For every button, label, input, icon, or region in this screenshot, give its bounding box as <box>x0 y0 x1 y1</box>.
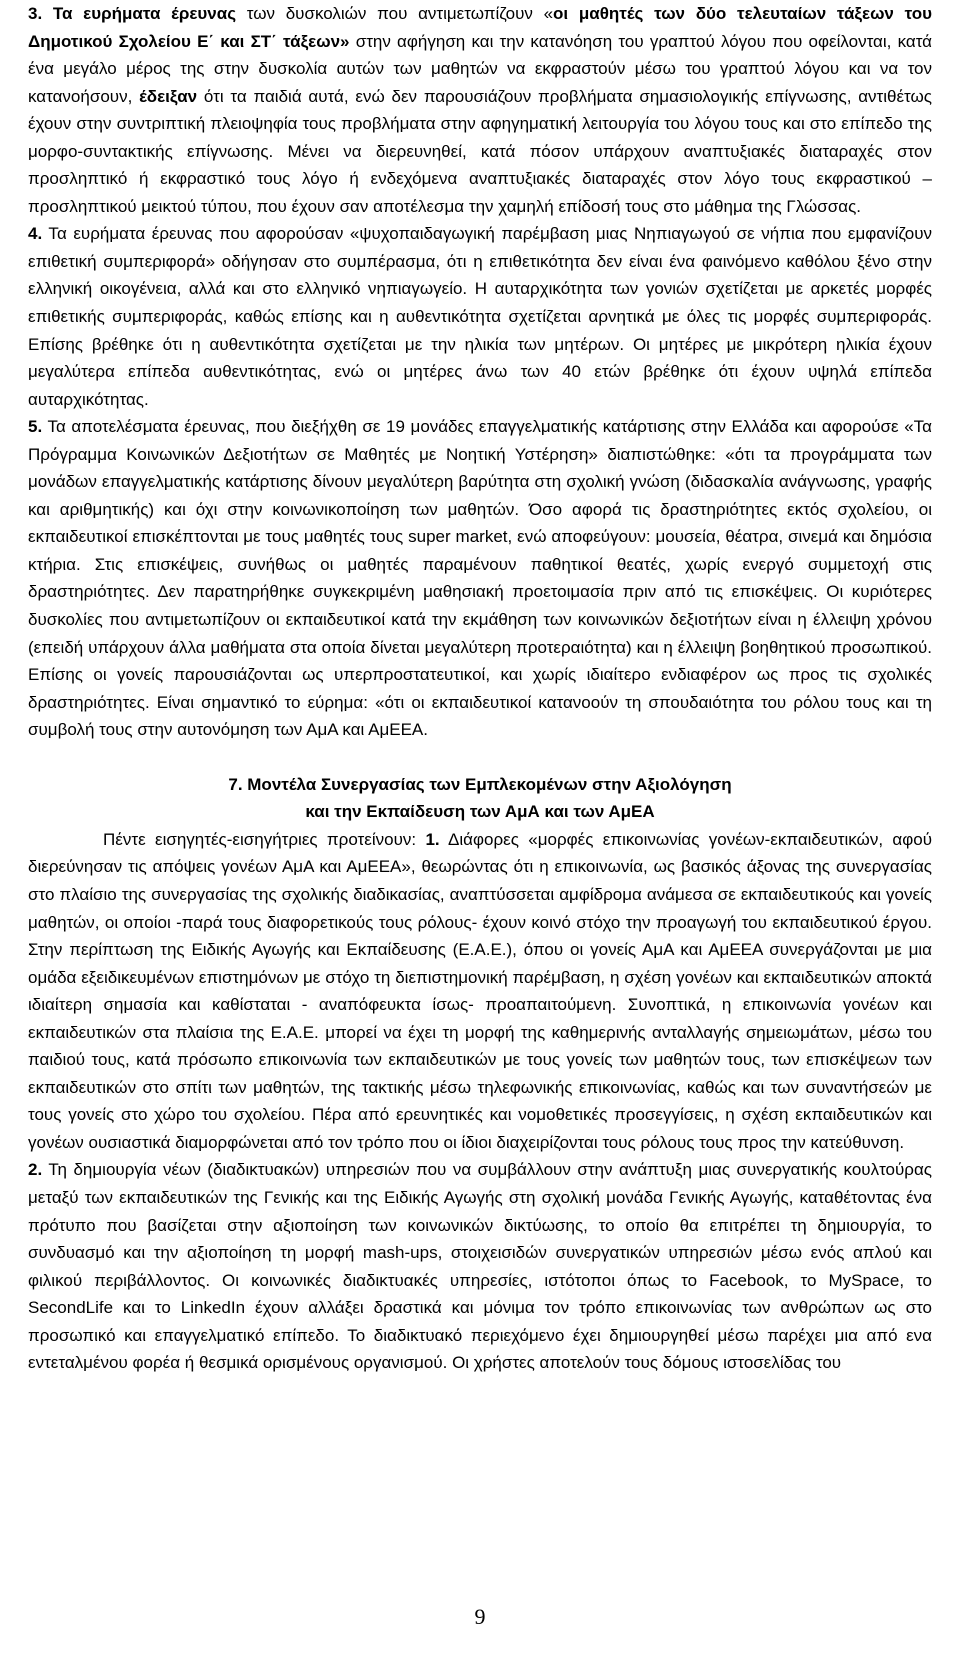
section-7-intro: Πέντε εισηγητές-εισηγήτριες προτείνουν: <box>103 829 426 849</box>
paragraph-3-number: 3. <box>28 4 43 23</box>
paragraph-3-bold-2: έδειξαν <box>139 86 198 106</box>
paragraph-5 <box>28 413 932 744</box>
section-7-item-1-text: Διάφορες «μορφές επικοινωνίας γονέων-εκπαιδευτικών, αφού διερεύνησαν τις απόψεις γονέων ΑμΑ και ΑμΕΕΑ», θεωρώντας ότι η επικοινωνία, ως βασικός άξονας της συνεργασίας στο πλαίσιο της συνεργασίας της σχολικής διαδικασίας, αναπτύσσεται αμφίδρομα ανάμεσα σε εκπαιδευτικούς και γονείς μαθητών, οι οποίοι -παρά τους διαφορετικούς τους ρόλους- έχουν κοινό στόχο την προαγωγή του εκπαιδευτικού έργου. Στην περίπτωση της Ειδικής Αγωγής και Εκπαίδευσης (Ε.Α.Ε.), όπου οι γονείς ΑμΑ και ΑμΕΕΑ συνεργάζονται με μια ομάδα εξειδικευμένων επιστημόνων με στόχο τη διεπιστημονική παρέμβαση, η σχέση γονέων και εκπαιδευτικών αποκτά ιδιαίτερη σημασία και καθίσταται - αναπόφευκτα ίσως- προαπαιτούμενη. Συνοπτικά, η επικοινωνία γονέων και εκπαιδευτικών στα πλαίσια της Ε.Α.Ε. μπορεί να έχει τη μορφή της καθημερινής ανταλλαγής σημειωμάτων, μέσω του παιδιού τους, κατά πρόσωπο επικοινωνία των εκπαιδευτικών με τους γονείς των μαθητών τους, των επισκέψεων των εκπαιδευτικών στο σπίτι των μαθητών, της τακτικής μέσω τηλεφωνικής επικοινωνίας, καθώς και των συναντήσεών με τους γονείς στο χώρο του σχολείου. Πέρα από ερευνητικές και νομοθετικές προσεγγίσεις, η σχέση εκπαιδευτικών και γονέων ουσιαστικά διαμορφώνεται από τον τρόπο που οι ίδιοι διαχειρίζονται τους ρόλους τους προς την κατεύθυνση. <box>28 829 932 1152</box>
section-7-heading-line-2: και την Εκπαίδευση των ΑμΑ και των ΑμΕΑ <box>305 802 655 822</box>
paragraph-4-text: Τα ευρήματα έρευνας που αφορούσαν «ψυχοπαιδαγωγική παρέμβαση μιας Νηπιαγωγού σε νήπια που εμφανίζουν επιθετική συμπεριφορά» οδήγησαν στο συμπέρασμα, ότι η επιθετικότητα δεν είναι ένα φαινόμενο καθόλου ξένο στην ελληνική οικογένεια, αλλά και στο ελληνικό νηπιαγωγείο. Η αυταρχικότητα των γονιών σχετίζεται με αρκετές μορφές επιθετικής συμπεριφοράς, καθώς επίσης και η αυθεντικότητα σχετίζεται αρνητικά με όλες τις μορφές συμπεριφοράς. Επίσης βρέθηκε ότι η αυθεντικότητα σχετίζεται με την ηλικία των μητέρων. Οι μητέρες με μικρότερη ηλικία έχουν μεγαλύτερα επίπεδα αυθεντικότητας, ενώ οι μητέρες άνω των 40 ετών βρέθηκε ότι έχουν υψηλά επίπεδα αυταρχικότητας. <box>28 224 932 409</box>
section-7-heading <box>28 744 932 826</box>
paragraph-3-text-2: στην αφήγηση και την κατανόηση του γραπτού λόγου που οφείλονται, κατά ένα μεγάλο μέρος της στην δυσκολία αυτών των μαθητών να εκφραστούν μέσω του γραπτού λόγου και να τον κατανοήσουν, <box>28 31 932 106</box>
page-number: 9 <box>474 1604 486 1629</box>
document-page <box>28 0 932 1377</box>
paragraph-3-lead: Τα ευρήματα έρευνας <box>52 4 237 23</box>
paragraph-4 <box>28 220 932 413</box>
section-7-item-2-text: Τη δημιουργία νέων (διαδικτυακών) υπηρεσιών που να συμβάλλουν στην ανάπτυξη μιας συνεργατικής κουλτούρας μεταξύ των εκπαιδευτικών της Γενικής και της Ειδικής Αγωγής στη σχολική μονάδα Γενικής Αγωγής, καταθέτοντας ένα πρότυπο που βασίζεται στην αξιοποίηση των κοινωνικών δικτύωσης, το οποίο θα επιτρέπει τη δημιουργία, το συνδυασμό και την αξιοποίηση τη μορφή mash-ups, στοιχεισιδών συνεργατικών υπηρεσιών μέσω ενός απλού και φιλικού περιβάλλοντος. Οι κοινωνικές διαδικτυακές υπηρεσίες, ιστότοποι όπως το Facebook, το MySpace, το SecondLife και το LinkedIn έχουν αλλάξει δραστικά και μόνιμα τον τρόπο επικοινωνίας των ανθρώπων ως στο προσωπικό και επαγγελματικό επίπεδο. Το διαδικτυακό περιεχόμενο έχει δημιουργηθεί μέσω παρέχει μια από ενα εντεταλμένου φορέα ή θεσμικά ορισμένους οργανισμού. Οι χρήστες αποτελούν τους δόμους ιστοσελίδας του <box>28 1160 932 1373</box>
paragraph-5-text: Τα αποτελέσματα έρευνας, που διεξήχθη σε 19 μονάδες επαγγελματικής κατάρτισης στην Ελλάδα και αφορούσε «Τα Πρόγραμμα Κοινωνικών Δεξιοτήτων σε Μαθητές με Νοητική Υστέρηση» διαπιστώθηκε: «ότι τα προγράμματα των μονάδων επαγγελματικής κατάρτισης δίνουν μεγαλύτερη βαρύτητα στη σχολική γνώση (διδασκαλία ανάγνωσης, γραφής και αριθμητικής) και όχι στην κοινωνικοποίηση των μαθητών. Όσο αφορά τις δραστηριότητες εκτός σχολείου, οι εκπαιδευτικοί επισκέπτονται με τους μαθητές τους super market, ενώ αποφεύγουν: μουσεία, θέατρα, σινεμά και δημόσια κτήρια. Στις επισκέψεις, συνήθως οι μαθητές παραμένουν παθητικοί θεατές, χωρίς ενεργό συμμετοχή στις δραστηριότητες. Δεν παρατηρήθηκε συγκεκριμένη μαθησιακή προετοιμασία πριν από τις επισκέψεις. Οι κυριότερες δυσκολίες που αντιμετωπίζουν οι εκπαιδευτικοί κατά την εκμάθηση των κοινωνικών δεξιοτήτων είναι η έλλειψη χρόνου (επειδή υπάρχουν άλλα μαθήματα στα οποία δίνεται μεγαλύτερη προτεραιότητα) και η έλλειψη βοηθητικού προσωπικού. Επίσης οι γονείς παρουσιάζονται ως υπερπροστατευτικοί, και χωρίς ιδιαίτερο ενδιαφέρον ως προς τις σχολικές δραστηριότητες. Είναι σημαντικό το εύρημα: «ότι οι εκπαιδευτικοί κατανοούν τη σπουδαιότητα του ρόλου τους και τη συμβολή τους στην αυτονόμηση των ΑμΑ και ΑμΕΕΑ. <box>28 417 932 740</box>
section-7-heading-line-1: 7. Μοντέλα Συνεργασίας των Εμπλεκομένων στην Αξιολόγηση <box>228 774 732 794</box>
section-7-item-1 <box>28 826 932 1157</box>
paragraph-3 <box>28 0 932 220</box>
paragraph-3-text-3: ότι τα παιδιά αυτά, ενώ δεν παρουσιάζουν προβλήματα σημασιολογικής επίγνωσης, αντιθέτως έχουν στην συντριπτική πλειοψηφία τους προβλήματα στην αφηγηματική λειτουργία του λόγου τους και στο επίπεδο της μορφο-συντακτικής επίγνωσης. Μένει να διερευνηθεί, κατά πόσον υπάρχουν αναπτυξιακές διαταραχές στον προσληπτικό ή εκφραστικό τους λόγο ή ενδεχόμενα αναπτυξιακές διαταραχές στον λόγο τους εκφραστικού –προσληπτικού μεικτού τύπου, που έχουν σαν αποτέλεσμα την χαμηλή επίδοσή τους στο μάθημα της Γλώσσας. <box>28 86 933 216</box>
section-7-item-1-number: 1. <box>425 829 440 849</box>
paragraph-3-text-1: των δυσκολιών που αντιμετωπίζουν « <box>236 4 554 23</box>
paragraph-5-number: 5. <box>28 417 43 437</box>
paragraph-4-number: 4. <box>28 224 43 244</box>
section-7-item-2 <box>28 1156 932 1376</box>
section-7-item-2-number: 2. <box>28 1160 43 1180</box>
paragraph-3-bold-1: οι μαθητές των δύο τελευταίων τάξεων του Δημοτικού Σχολείου Ε΄ και ΣΤ΄ τάξεων» <box>28 4 932 51</box>
